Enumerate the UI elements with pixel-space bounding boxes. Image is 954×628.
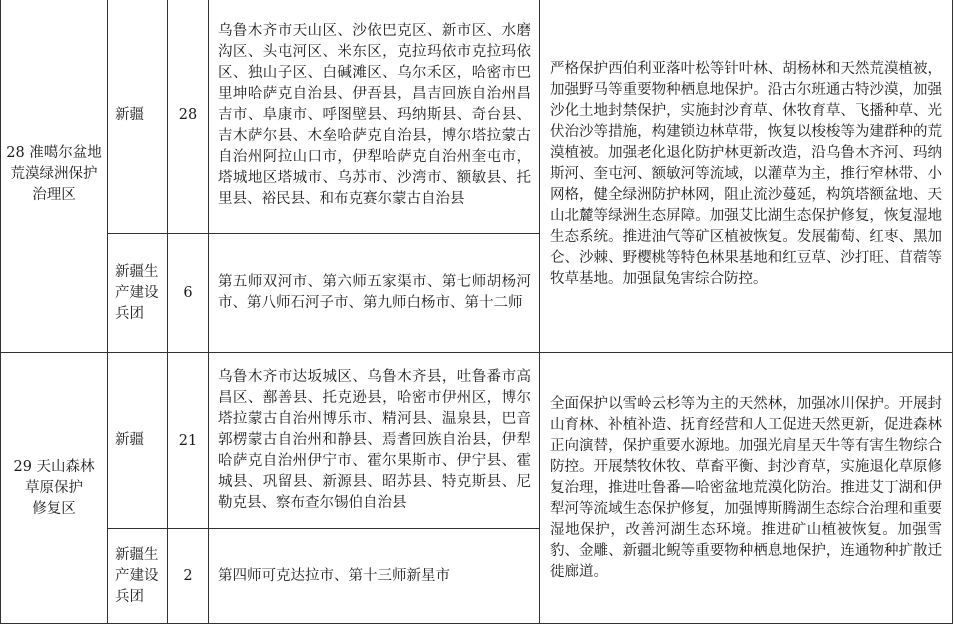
zone-name-line: 治理区	[32, 187, 76, 203]
table-row	[1, 353, 953, 529]
zone-name-cell	[1, 0, 108, 353]
table-row	[1, 0, 953, 234]
county-list-text: 乌鲁木齐市达坂城区、乌鲁木齐县，吐鲁番市高昌区、鄯善县、托克逊县，哈密市伊州区，博尔塔拉蒙古自治州博乐市、精河县、温泉县，巴音郭楞蒙古自治州和静县、焉耆回族自治县，伊犁哈萨克自治州伊宁市、霍尔果斯市、伊宁县、霍城县、巩留县、新源县、昭苏县、特克斯县、尼勒克县、察布查尔锡伯自治县	[218, 369, 531, 511]
zone-name-line: 29 天山森林	[13, 458, 95, 475]
county-count-cell: 28	[168, 0, 209, 234]
province-cell: 新疆	[108, 353, 168, 529]
county-list-text: 乌鲁木齐市天山区、沙依巴克区、新市区、水磨沟区、头屯河区、米东区，克拉玛依市克拉玛依区、独山子区、白碱滩区、乌尔禾区，哈密市巴里坤哈萨克自治县、伊吾县，昌吉回族自治州昌吉市、阜康市、呼图壁县、玛纳斯县、奇台县、吉木萨尔县、木垒哈萨克自治县，博尔塔拉蒙古自治州阿拉山口市，伊犁哈萨克自治州奎屯市，塔城地区塔城市、乌苏市、沙湾市、额敏县、托里县、裕民县、和布克赛尔蒙古自治县	[218, 22, 531, 207]
county-list-cell	[209, 234, 540, 353]
county-list-text: 第四师可克达拉市、第十三师新星市	[218, 567, 450, 584]
measures-cell	[540, 353, 953, 624]
county-count-cell: 21	[168, 353, 209, 529]
county-list-cell	[209, 0, 540, 234]
county-count-cell: 6	[168, 234, 209, 353]
zone-name-line: 草原保护	[25, 479, 83, 496]
zone-name-line: 修复区	[32, 500, 76, 517]
province-cell: 新疆生产建设兵团	[108, 234, 168, 353]
county-list-text: 第五师双河市、第六师五家渠市、第七师胡杨河市、第八师石河子市、第九师白杨市、第十二师	[218, 274, 531, 311]
zone-name-line: 荒漠绿洲保护	[10, 166, 98, 182]
province-cell: 新疆生产建设兵团	[108, 529, 168, 624]
county-list-cell	[209, 353, 540, 529]
measures-text: 全面保护以雪岭云杉等为主的天然林，加强冰川保护。开展封山育林、补植补造、抚育经营和人工促进天然更新，促进森林正向演替，保护重要水源地。加强光肩星天牛等有害生物综合防控。开展禁牧休牧、草畜平衡、封沙育草，实施退化草原修复治理，推进吐鲁番—哈密盆地荒漠化防治。推进艾丁湖和伊犁河等流域生态保护修复，加强博斯腾湖生态综合治理和重要湿地保护，改善河湖生态环境。推进矿山植被恢复。加强雪豹、金雕、新疆北鲵等重要物种栖息地保护，连通物种扩散迁徙廊道。	[550, 395, 942, 580]
county-count-cell: 2	[168, 529, 209, 624]
measures-text: 严格保护西伯利亚落叶松等针叶林、胡杨林和天然荒漠植被，加强野马等重要物种栖息地保护。沿古尔班通古特沙漠，加强沙化土地封禁保护，实施封沙育草、休牧育草、飞播种草、光伏治沙等措施，构建锁边林草带，恢复以梭梭等为建群种的荒漠植被。加强老化退化防护林更新改造，沿乌鲁木齐河、玛纳斯河、奎屯河、额敏河等流域，以灌草为主，推行窄林带、小网格，健全绿洲防护林网，阻止流沙蔓延，构筑塔额盆地、天山北麓等绿洲生态屏障。加强艾比湖生态保护修复，恢复湿地生态系统。推进油气等矿区植被恢复。发展葡萄、红枣、黑加仑、沙棘、野樱桃等特色林果基地和红豆草、沙打旺、苜蓿等牧草基地。加强鼠兔害综合防控。	[550, 61, 942, 287]
province-cell: 新疆	[108, 0, 168, 234]
zone-name-cell	[1, 353, 108, 624]
zone-name-line: 28 准噶尔盆地	[6, 145, 102, 161]
measures-cell	[540, 0, 953, 353]
county-list-cell	[209, 529, 540, 624]
